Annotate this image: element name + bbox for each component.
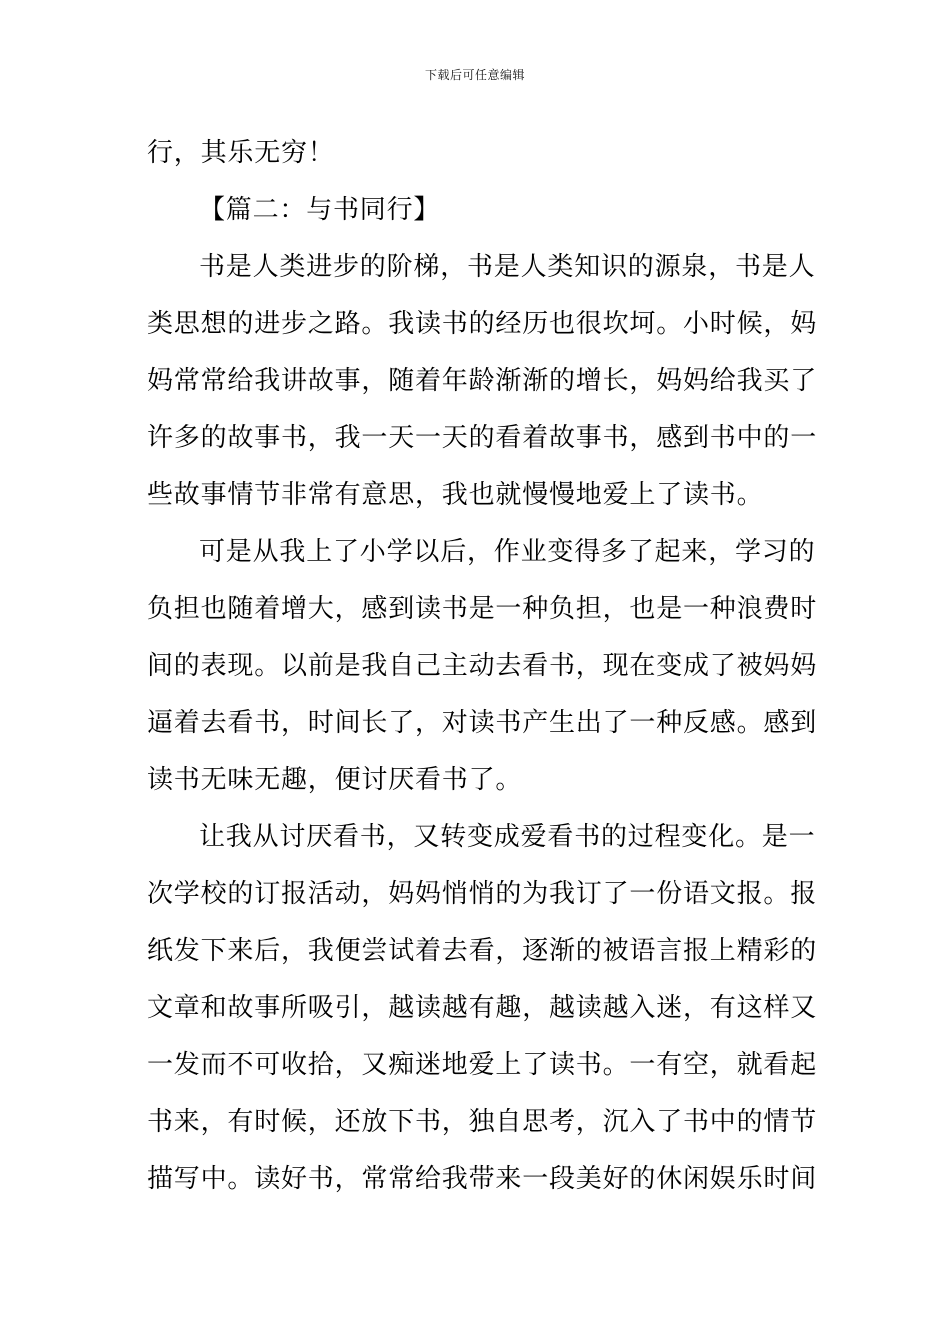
text-line: 书是人类进步的阶梯，书是人类知识的源泉，书是人 xyxy=(199,252,816,282)
text-line: 行，其乐无穷！ xyxy=(147,138,335,168)
text-line: 读书无味无趣，便讨厌看书了。 xyxy=(147,765,523,795)
text-line: 次学校的订报活动，妈妈悄悄的为我订了一份语文报。报 xyxy=(147,879,818,909)
text-line: 文章和故事所吸引，越读越有趣，越读越入迷，有这样又 xyxy=(147,993,818,1023)
text-line: 书来，有时候，还放下书，独自思考，沉入了书中的情节 xyxy=(147,1107,818,1137)
text-line: 逼着去看书，时间长了，对读书产生出了一种反感。感到 xyxy=(147,708,818,738)
text-line: 可是从我上了小学以后，作业变得多了起来，学习的 xyxy=(199,537,816,567)
text-line: 纸发下来后，我便尝试着去看，逐渐的被语言报上精彩的 xyxy=(147,936,818,966)
text-line: 描写中。读好书，常常给我带来一段美好的休闲娱乐时间 xyxy=(147,1164,818,1194)
text-line: 间的表现。以前是我自己主动去看书，现在变成了被妈妈 xyxy=(147,651,818,681)
text-line: 一发而不可收拾，又痴迷地爱上了读书。一有空，就看起 xyxy=(147,1050,818,1080)
section-heading: 【篇二：与书同行】 xyxy=(199,195,441,225)
page-header: 下载后可任意编辑 xyxy=(424,68,525,82)
text-line: 负担也随着增大，感到读书是一种负担，也是一种浪费时 xyxy=(147,594,818,624)
text-line: 些故事情节非常有意思，我也就慢慢地爱上了读书。 xyxy=(147,480,764,510)
text-line: 类思想的进步之路。我读书的经历也很坎坷。小时候，妈 xyxy=(147,309,818,339)
text-line: 许多的故事书，我一天一天的看着故事书，感到书中的一 xyxy=(147,423,818,453)
text-line: 让我从讨厌看书，又转变成爱看书的过程变化。是一 xyxy=(199,822,816,852)
text-line: 妈常常给我讲故事，随着年龄渐渐的增长，妈妈给我买了 xyxy=(147,366,818,396)
